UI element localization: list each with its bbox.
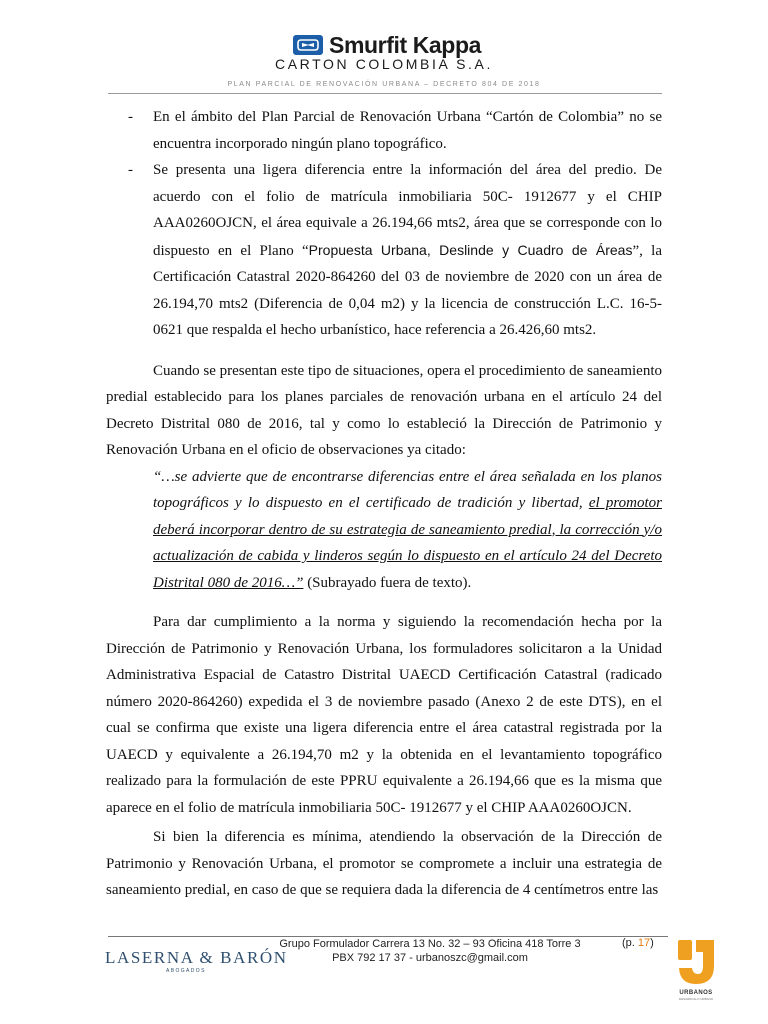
bullet-text: Se presenta una ligera diferencia entre la información del área del predio. De acuerdo con el folio de matrícula inmobiliaria 50C- 1912677 y el CHIP AAA0260OJCN, el área equivale a 26.194,66 mts2, área que se corresponde con lo dispuesto en el Plano “ <box>153 162 662 259</box>
company-name: Smurfit Kappa <box>329 31 481 58</box>
smurfit-kappa-mark-icon <box>293 35 323 55</box>
urbanos-logo-sub: DESARROLLO URBANO <box>678 997 714 1001</box>
laserna-baron-logo-sub: ABOGADOS <box>166 968 206 974</box>
footer-phone-email: PBX 792 17 37 - urbanoszc@gmail.com <box>332 952 528 964</box>
quote-underlined-text: el promotor deberá incorporar dentro de su estrategia de saneamiento predial, la corrección y/o actualización de cabida y linderos según lo dispuesto en el artículo 24 del Decreto Distrital 080 de 2016…” <box>153 495 662 591</box>
bullet-text: En el ámbito del Plan Parcial de Renovación Urbana “Cartón de Colombia” no se encuentra incorporado ningún plano topográfico. <box>153 109 662 152</box>
header-plan-line: PLAN PARCIAL DE RENOVACIÓN URBANA – DECRETO 804 DE 2018 <box>227 81 541 88</box>
bullet-dash: - <box>128 162 133 178</box>
footer-contact <box>250 937 610 965</box>
page-number: (p. 17) <box>622 937 654 949</box>
quote-note: (Subrayado fuera de texto). <box>303 574 472 591</box>
company-subsidiary: CARTON COLOMBIA S.A. <box>275 56 493 72</box>
page-number-value: 17 <box>637 937 651 949</box>
bullet-text-continued: ”, la Certificación Catastral 2020-864260 del 03 de noviembre de 2020 con un área de 26.194,70 mts2 (Diferencia de 0,04 m2) y la licencia de construcción L.C. 16-5-0621 que respalda el hecho urbanístico, hace referencia a 26.426,60 mts2. <box>153 242 662 338</box>
paragraph: Si bien la diferencia es mínima, atendiendo la observación de la Dirección de Patrimonio y Renovación Urbana, el promotor se compromete a incluir una estrategia de saneamiento predial, en caso de que se requiera dada la diferencia de 4 centímetros entre las <box>106 829 662 898</box>
urbanos-mark-icon <box>676 938 716 988</box>
urbanos-logo-text: URBANOS <box>679 990 713 996</box>
laserna-baron-logo: LASERNA & BARÓN <box>105 948 288 967</box>
bullet-item <box>106 104 662 157</box>
plano-reference: Propuesta Urbana, Deslinde y Cuadro de Áreas <box>308 241 633 258</box>
bullet-item <box>106 157 662 344</box>
paragraph: Cuando se presentan este tipo de situaciones, opera el procedimiento de saneamiento predial establecido para los planes parciales de renovación urbana en el artículo 24 del Decreto Distrital 080 de 2016, tal y como lo estableció la Dirección de Patrimonio y Renovación Urbana en el oficio de observaciones ya citado: <box>106 362 662 458</box>
quote-text: “…se advierte que de encontrarse diferencias entre el área señalada en los planos topográficos y lo dispuesto en el certificado de tradición y libertad, <box>153 468 662 511</box>
urbanos-logo <box>674 938 718 1016</box>
paragraph: Para dar cumplimiento a la norma y siguiendo la recomendación hecha por la Dirección de Patrimonio y Renovación Urbana, los formuladores solicitaron a la Unidad Administrativa Espacial de Catastro Distrital UAECD Certificación Catastral (radicado número 2020-864260) expedida el 3 de noviembre pasado (Anexo 2 de este DTS), en el cual se confirma que existe una ligera diferencia entre el área catastral registrada por la UAECD y equivalente a 26.194,70 m2 y la obtenida en el levantamiento topográfico realizado para la formulación de este PPRU equivalente a 26.194,66 que es la misma que aparece en el folio de matrícula inmobiliaria 50C- 1912677 y el CHIP AAA0260OJCN. <box>106 614 662 816</box>
footer-address: Grupo Formulador Carrera 13 No. 32 – 93 Oficina 418 Torre 3 <box>279 938 581 950</box>
block-quote <box>106 464 662 597</box>
bullet-dash: - <box>128 109 133 125</box>
smurfit-kappa-logo <box>293 32 481 58</box>
document-body <box>106 104 662 904</box>
header-divider <box>108 93 662 94</box>
